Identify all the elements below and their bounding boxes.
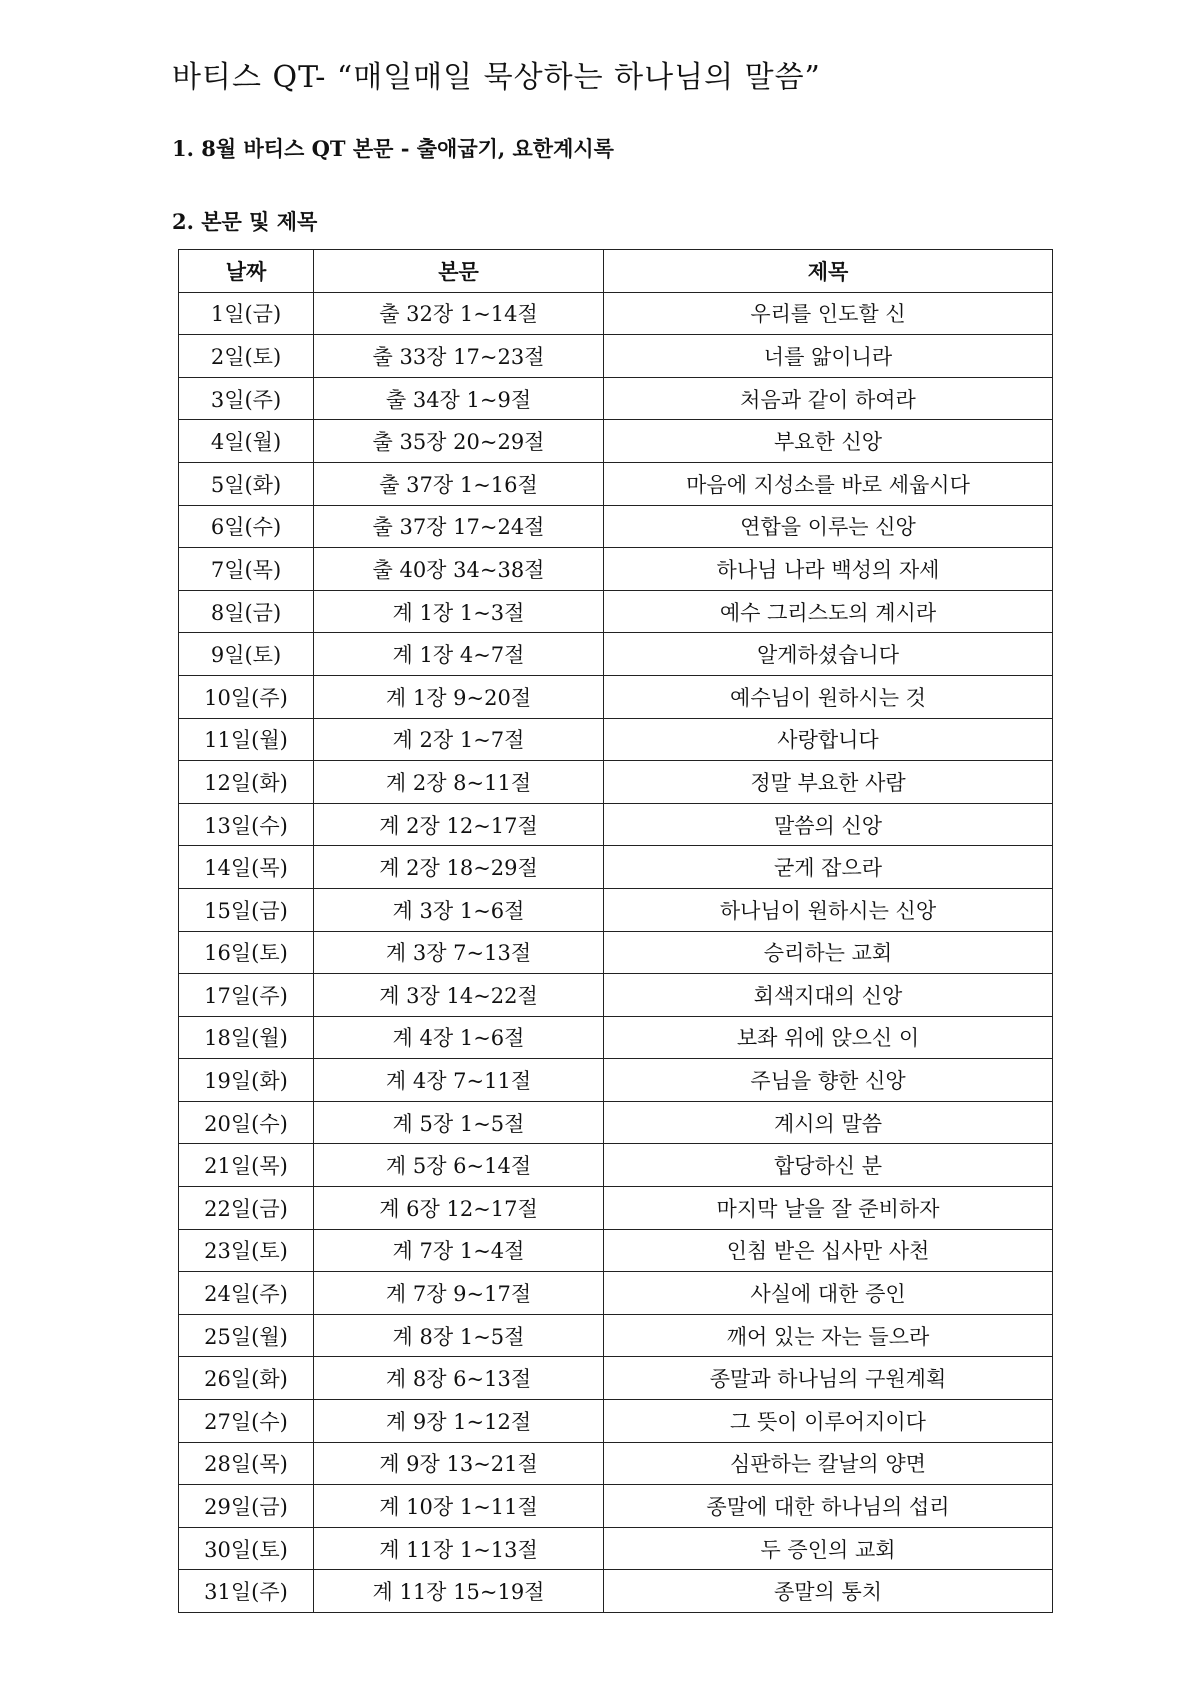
table-row xyxy=(179,462,1053,505)
table-row xyxy=(179,1314,1053,1357)
cell-date: 10일(주) xyxy=(179,675,314,718)
cell-scripture: 계 2장 8~11절 xyxy=(314,761,604,804)
cell-scripture: 계 4장 7~11절 xyxy=(314,1059,604,1102)
table-row xyxy=(179,1229,1053,1272)
cell-date: 18일(월) xyxy=(179,1016,314,1059)
cell-scripture: 계 9장 13~21절 xyxy=(314,1442,604,1485)
table-row xyxy=(179,974,1053,1017)
cell-date: 8일(금) xyxy=(179,590,314,633)
cell-date: 11일(월) xyxy=(179,718,314,761)
table-row xyxy=(179,1570,1053,1613)
cell-scripture: 계 3장 7~13절 xyxy=(314,931,604,974)
table-row xyxy=(179,718,1053,761)
cell-title: 주님을 향한 신앙 xyxy=(604,1059,1053,1102)
header-title: 제목 xyxy=(604,250,1053,293)
cell-title: 하나님이 원하시는 신앙 xyxy=(604,888,1053,931)
cell-date: 6일(수) xyxy=(179,505,314,548)
section-heading-scripture: 1. 8월 바티스 QT 본문 - 출애굽기, 요한계시록 xyxy=(172,136,614,161)
cell-title: 보좌 위에 앉으신 이 xyxy=(604,1016,1053,1059)
cell-date: 31일(주) xyxy=(179,1570,314,1613)
cell-title: 회색지대의 신앙 xyxy=(604,974,1053,1017)
cell-title: 굳게 잡으라 xyxy=(604,846,1053,889)
table-row xyxy=(179,1485,1053,1528)
cell-scripture: 계 6장 12~17절 xyxy=(314,1187,604,1230)
cell-date: 14일(목) xyxy=(179,846,314,889)
table-row xyxy=(179,420,1053,463)
table-row xyxy=(179,846,1053,889)
cell-title: 인침 받은 십사만 사천 xyxy=(604,1229,1053,1272)
table-row xyxy=(179,335,1053,378)
table-row xyxy=(179,1357,1053,1400)
cell-scripture: 출 40장 34~38절 xyxy=(314,548,604,591)
cell-title: 마지막 날을 잘 준비하자 xyxy=(604,1187,1053,1230)
cell-date: 5일(화) xyxy=(179,462,314,505)
table-row xyxy=(179,1442,1053,1485)
header-date: 날짜 xyxy=(179,250,314,293)
cell-date: 30일(토) xyxy=(179,1527,314,1570)
cell-scripture: 계 1장 4~7절 xyxy=(314,633,604,676)
cell-scripture: 계 4장 1~6절 xyxy=(314,1016,604,1059)
schedule-table xyxy=(178,249,1053,1613)
cell-date: 20일(수) xyxy=(179,1101,314,1144)
cell-date: 15일(금) xyxy=(179,888,314,931)
table-row xyxy=(179,292,1053,335)
cell-scripture: 계 5장 6~14절 xyxy=(314,1144,604,1187)
cell-title: 하나님 나라 백성의 자세 xyxy=(604,548,1053,591)
cell-scripture: 계 8장 6~13절 xyxy=(314,1357,604,1400)
table-header-row xyxy=(179,250,1053,293)
table-row xyxy=(179,888,1053,931)
table-row xyxy=(179,931,1053,974)
cell-title: 마음에 지성소를 바로 세웁시다 xyxy=(604,462,1053,505)
cell-scripture: 계 2장 18~29절 xyxy=(314,846,604,889)
table-row xyxy=(179,505,1053,548)
cell-scripture: 계 7장 1~4절 xyxy=(314,1229,604,1272)
cell-scripture: 계 11장 1~13절 xyxy=(314,1527,604,1570)
cell-title: 깨어 있는 자는 들으라 xyxy=(604,1314,1053,1357)
cell-title: 사랑합니다 xyxy=(604,718,1053,761)
cell-date: 13일(수) xyxy=(179,803,314,846)
cell-date: 27일(수) xyxy=(179,1400,314,1443)
cell-scripture: 계 8장 1~5절 xyxy=(314,1314,604,1357)
cell-title: 너를 앎이니라 xyxy=(604,335,1053,378)
cell-date: 26일(화) xyxy=(179,1357,314,1400)
cell-date: 28일(목) xyxy=(179,1442,314,1485)
cell-scripture: 계 11장 15~19절 xyxy=(314,1570,604,1613)
table-row xyxy=(179,1272,1053,1315)
cell-title: 심판하는 칼날의 양면 xyxy=(604,1442,1053,1485)
cell-date: 21일(목) xyxy=(179,1144,314,1187)
cell-title: 종말의 통치 xyxy=(604,1570,1053,1613)
cell-date: 9일(토) xyxy=(179,633,314,676)
cell-title: 종말에 대한 하나님의 섭리 xyxy=(604,1485,1053,1528)
table-row xyxy=(179,590,1053,633)
cell-scripture: 계 2장 12~17절 xyxy=(314,803,604,846)
cell-title: 예수 그리스도의 계시라 xyxy=(604,590,1053,633)
cell-scripture: 계 1장 1~3절 xyxy=(314,590,604,633)
cell-title: 예수님이 원하시는 것 xyxy=(604,675,1053,718)
cell-date: 25일(월) xyxy=(179,1314,314,1357)
table-row xyxy=(179,803,1053,846)
cell-title: 연합을 이루는 신앙 xyxy=(604,505,1053,548)
cell-title: 종말과 하나님의 구원계획 xyxy=(604,1357,1053,1400)
cell-title: 그 뜻이 이루어지이다 xyxy=(604,1400,1053,1443)
cell-title: 우리를 인도할 신 xyxy=(604,292,1053,335)
cell-scripture: 계 5장 1~5절 xyxy=(314,1101,604,1144)
cell-title: 부요한 신앙 xyxy=(604,420,1053,463)
cell-date: 16일(토) xyxy=(179,931,314,974)
cell-date: 29일(금) xyxy=(179,1485,314,1528)
table-row xyxy=(179,1101,1053,1144)
cell-date: 19일(화) xyxy=(179,1059,314,1102)
cell-title: 알게하셨습니다 xyxy=(604,633,1053,676)
cell-scripture: 계 9장 1~12절 xyxy=(314,1400,604,1443)
cell-scripture: 계 10장 1~11절 xyxy=(314,1485,604,1528)
cell-title: 계시의 말씀 xyxy=(604,1101,1053,1144)
cell-scripture: 계 3장 14~22절 xyxy=(314,974,604,1017)
cell-title: 두 증인의 교회 xyxy=(604,1527,1053,1570)
table-row xyxy=(179,1059,1053,1102)
table-row xyxy=(179,1187,1053,1230)
cell-scripture: 계 7장 9~17절 xyxy=(314,1272,604,1315)
cell-date: 4일(월) xyxy=(179,420,314,463)
table-body xyxy=(179,292,1053,1612)
cell-date: 12일(화) xyxy=(179,761,314,804)
cell-date: 2일(토) xyxy=(179,335,314,378)
cell-date: 22일(금) xyxy=(179,1187,314,1230)
cell-title: 사실에 대한 증인 xyxy=(604,1272,1053,1315)
cell-date: 23일(토) xyxy=(179,1229,314,1272)
cell-title: 합당하신 분 xyxy=(604,1144,1053,1187)
table-row xyxy=(179,1016,1053,1059)
table-row xyxy=(179,548,1053,591)
table-row xyxy=(179,761,1053,804)
cell-title: 정말 부요한 사람 xyxy=(604,761,1053,804)
cell-date: 3일(주) xyxy=(179,377,314,420)
cell-scripture: 출 37장 17~24절 xyxy=(314,505,604,548)
page-title: 바티스 QT- “매일매일 묵상하는 하나님의 말씀” xyxy=(172,60,821,95)
cell-date: 17일(주) xyxy=(179,974,314,1017)
table-row xyxy=(179,675,1053,718)
cell-scripture: 출 32장 1~14절 xyxy=(314,292,604,335)
cell-title: 승리하는 교회 xyxy=(604,931,1053,974)
cell-scripture: 출 37장 1~16절 xyxy=(314,462,604,505)
cell-scripture: 출 35장 20~29절 xyxy=(314,420,604,463)
cell-scripture: 출 34장 1~9절 xyxy=(314,377,604,420)
table-row xyxy=(179,377,1053,420)
cell-title: 말씀의 신앙 xyxy=(604,803,1053,846)
table-row xyxy=(179,1527,1053,1570)
table-row xyxy=(179,1400,1053,1443)
cell-title: 처음과 같이 하여라 xyxy=(604,377,1053,420)
cell-scripture: 출 33장 17~23절 xyxy=(314,335,604,378)
table-row xyxy=(179,633,1053,676)
cell-date: 7일(목) xyxy=(179,548,314,591)
cell-scripture: 계 2장 1~7절 xyxy=(314,718,604,761)
cell-scripture: 계 3장 1~6절 xyxy=(314,888,604,931)
header-scripture: 본문 xyxy=(314,250,604,293)
table-row xyxy=(179,1144,1053,1187)
section-heading-table: 2. 본문 및 제목 xyxy=(172,209,318,234)
cell-date: 1일(금) xyxy=(179,292,314,335)
cell-scripture: 계 1장 9~20절 xyxy=(314,675,604,718)
cell-date: 24일(주) xyxy=(179,1272,314,1315)
